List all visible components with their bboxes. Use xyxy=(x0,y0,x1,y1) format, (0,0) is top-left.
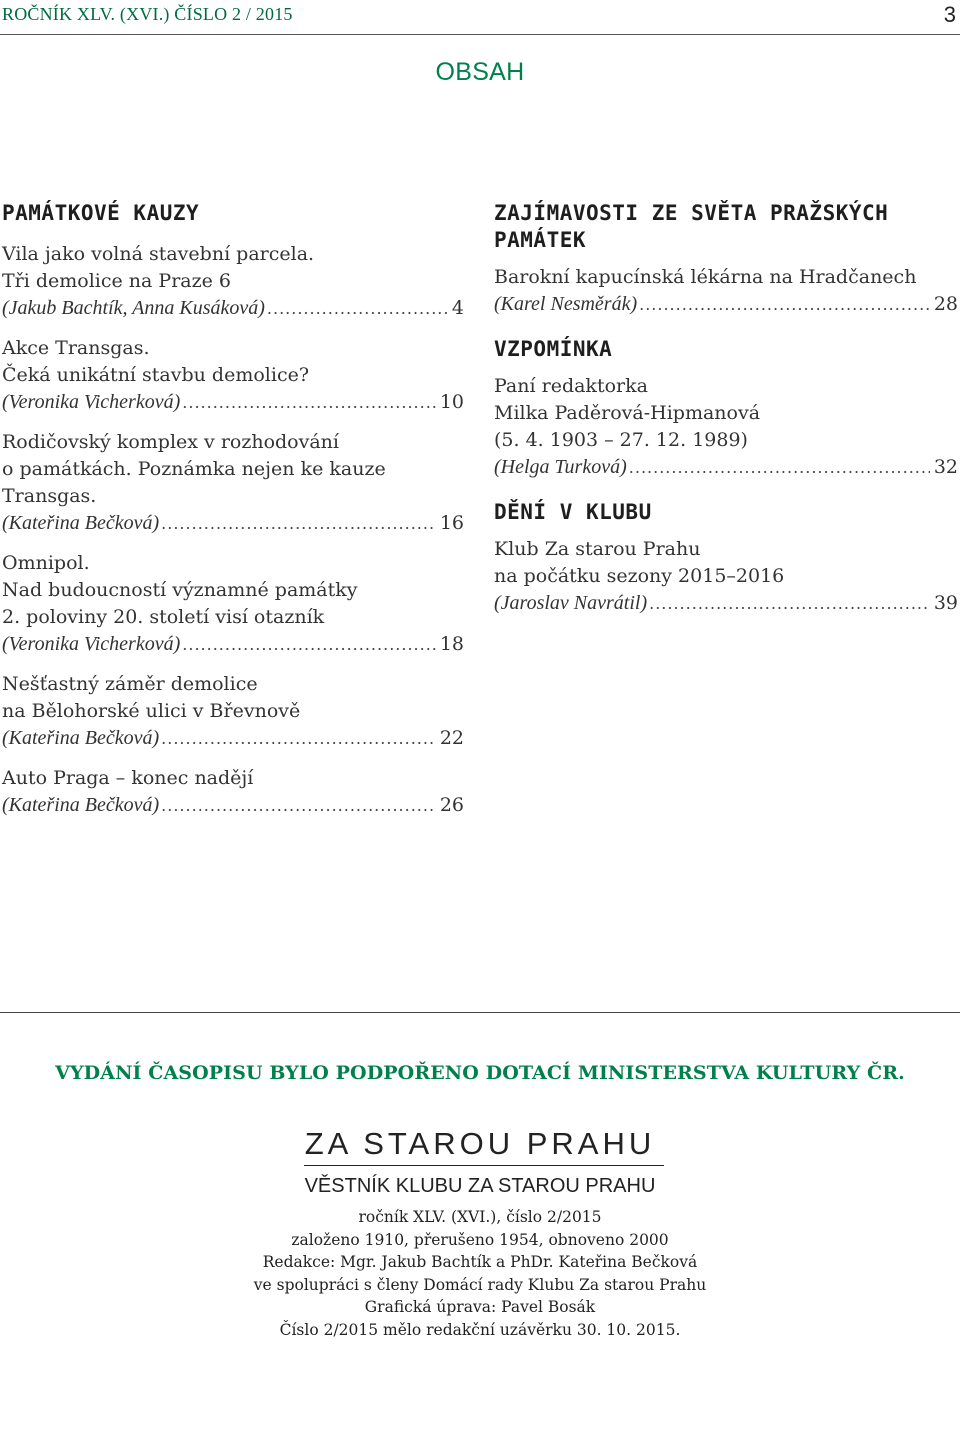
entry-author-line xyxy=(2,389,464,416)
toc-entry[interactable] xyxy=(494,264,958,318)
colophon-line: ve spolupráci s členy Domácí rady Klubu Za starou Prahu xyxy=(253,1275,707,1294)
entry-author: (Kateřina Bečková) xyxy=(2,727,160,749)
entry-author: (Veronika Vicherková) xyxy=(2,391,181,413)
running-title: ROČNÍK XLV. (XVI.) ČÍSLO 2 / 2015 xyxy=(2,4,293,24)
entry-title-line: Nad budoucností významné památky xyxy=(2,579,358,601)
colophon-line: Číslo 2/2015 mělo redakční uzávěrku 30. 10. 2015. xyxy=(279,1320,681,1339)
dot-leader xyxy=(182,389,436,416)
dot-leader xyxy=(267,295,448,322)
toc-entry[interactable] xyxy=(2,241,464,322)
entry-title-line: Vila jako volná stavební parcela. xyxy=(2,243,315,265)
section-heading: DĚNÍ V KLUBU xyxy=(494,500,652,524)
entry-author: (Kateřina Bečková) xyxy=(2,512,160,534)
header-rule xyxy=(0,34,960,35)
entry-page-number: 4 xyxy=(451,297,464,319)
entry-title-line: Barokní kapucínská lékárna na Hradčanech xyxy=(494,266,917,288)
entry-author: (Jakub Bachtík, Anna Kusáková) xyxy=(2,297,265,319)
entry-title-line: Tři demolice na Praze 6 xyxy=(2,270,231,292)
entry-author: (Jaroslav Navrátil) xyxy=(494,592,648,614)
dot-leader xyxy=(182,631,436,658)
support-note: VYDÁNÍ ČASOPISU BYLO PODPOŘENO DOTACÍ MINISTERSTVA KULTURY ČR. xyxy=(55,1062,905,1084)
toc-entry[interactable] xyxy=(2,429,464,537)
entry-title-line: o památkách. Poznámka nejen ke kauze xyxy=(2,458,386,480)
entry-page-number: 39 xyxy=(933,592,958,614)
entry-title-line: Nešťastný záměr demolice xyxy=(2,673,258,695)
entry-title-line: Omnipol. xyxy=(2,552,90,574)
section-heading: VZPOMÍNKA xyxy=(494,337,613,361)
entry-author: (Helga Turková) xyxy=(494,456,627,478)
toc-entry[interactable] xyxy=(2,765,464,819)
entry-author-line xyxy=(2,792,464,819)
entry-title-line: (5. 4. 1903 – 27. 12. 1989) xyxy=(494,429,748,451)
entry-author-line xyxy=(494,590,958,617)
masthead-title: ZA STAROU PRAHU xyxy=(304,1126,656,1161)
entry-title-line: Klub Za starou Prahu xyxy=(494,538,701,560)
entry-author-line xyxy=(2,295,464,322)
section-heading: ZAJÍMAVOSTI ZE SVĚTA PRAŽSKÝCH PAMÁTEK xyxy=(494,201,889,252)
entry-title-line: Akce Transgas. xyxy=(2,337,150,359)
dot-leader xyxy=(639,291,930,318)
toc-entry[interactable] xyxy=(494,373,958,481)
contents-title: OBSAH xyxy=(435,58,525,86)
entry-title-line: Rodičovský komplex v rozhodování xyxy=(2,431,339,453)
colophon-line: založeno 1910, přerušeno 1954, obnoveno 2000 xyxy=(291,1230,669,1249)
entry-page-number: 22 xyxy=(439,727,464,749)
entry-author-line xyxy=(2,510,464,537)
colophon-line: ročník XLV. (XVI.), číslo 2/2015 xyxy=(358,1208,602,1226)
entry-author: (Karel Nesměrák) xyxy=(494,293,638,315)
entry-author-line xyxy=(2,725,464,752)
entry-title-line: Auto Praga – konec nadějí xyxy=(2,767,254,789)
entry-page-number: 26 xyxy=(439,794,464,816)
colophon-line: Redakce: Mgr. Jakub Bachtík a PhDr. Kateřina Bečková xyxy=(262,1253,698,1272)
colophon xyxy=(0,1206,960,1342)
colophon-line: Grafická úprava: Pavel Bosák xyxy=(364,1298,596,1317)
entry-page-number: 28 xyxy=(933,293,958,315)
dot-leader xyxy=(161,792,436,819)
bottom-rule xyxy=(0,1012,960,1013)
entry-page-number: 16 xyxy=(439,512,464,534)
entry-author: (Kateřina Bečková) xyxy=(2,794,160,816)
dot-leader xyxy=(649,590,930,617)
entry-page-number: 32 xyxy=(933,456,958,478)
right-column xyxy=(494,200,958,635)
entry-title-line: Paní redaktorka xyxy=(494,375,648,397)
running-header xyxy=(0,0,960,36)
entry-title-line: Milka Paděrová-Hipmanová xyxy=(494,402,761,424)
entry-page-number: 18 xyxy=(439,633,464,655)
masthead-subtitle: VĚSTNÍK KLUBU ZA STAROU PRAHU xyxy=(304,1175,656,1197)
entry-author-line xyxy=(494,454,958,481)
entry-page-number: 10 xyxy=(439,391,464,413)
entry-author: (Veronika Vicherková) xyxy=(2,633,181,655)
left-column xyxy=(2,200,464,832)
toc-entry[interactable] xyxy=(2,671,464,752)
entry-title-line: na počátku sezony 2015–2016 xyxy=(494,565,785,587)
toc-entry[interactable] xyxy=(494,536,958,617)
masthead-rule xyxy=(304,1165,664,1166)
page-number: 3 xyxy=(943,2,956,27)
entry-title-line: na Bělohorské ulici v Břevnově xyxy=(2,700,301,722)
entry-title-line: 2. poloviny 20. století visí otazník xyxy=(2,606,325,628)
entry-author-line xyxy=(494,291,958,318)
section-heading: PAMÁTKOVÉ KAUZY xyxy=(2,201,200,225)
entry-title-line: Čeká unikátní stavbu demolice? xyxy=(2,364,310,386)
dot-leader xyxy=(629,454,930,481)
dot-leader xyxy=(161,510,436,537)
toc-entry[interactable] xyxy=(2,550,464,658)
toc-entry[interactable] xyxy=(2,335,464,416)
entry-author-line xyxy=(2,631,464,658)
entry-title-line: Transgas. xyxy=(2,485,97,507)
dot-leader xyxy=(161,725,436,752)
